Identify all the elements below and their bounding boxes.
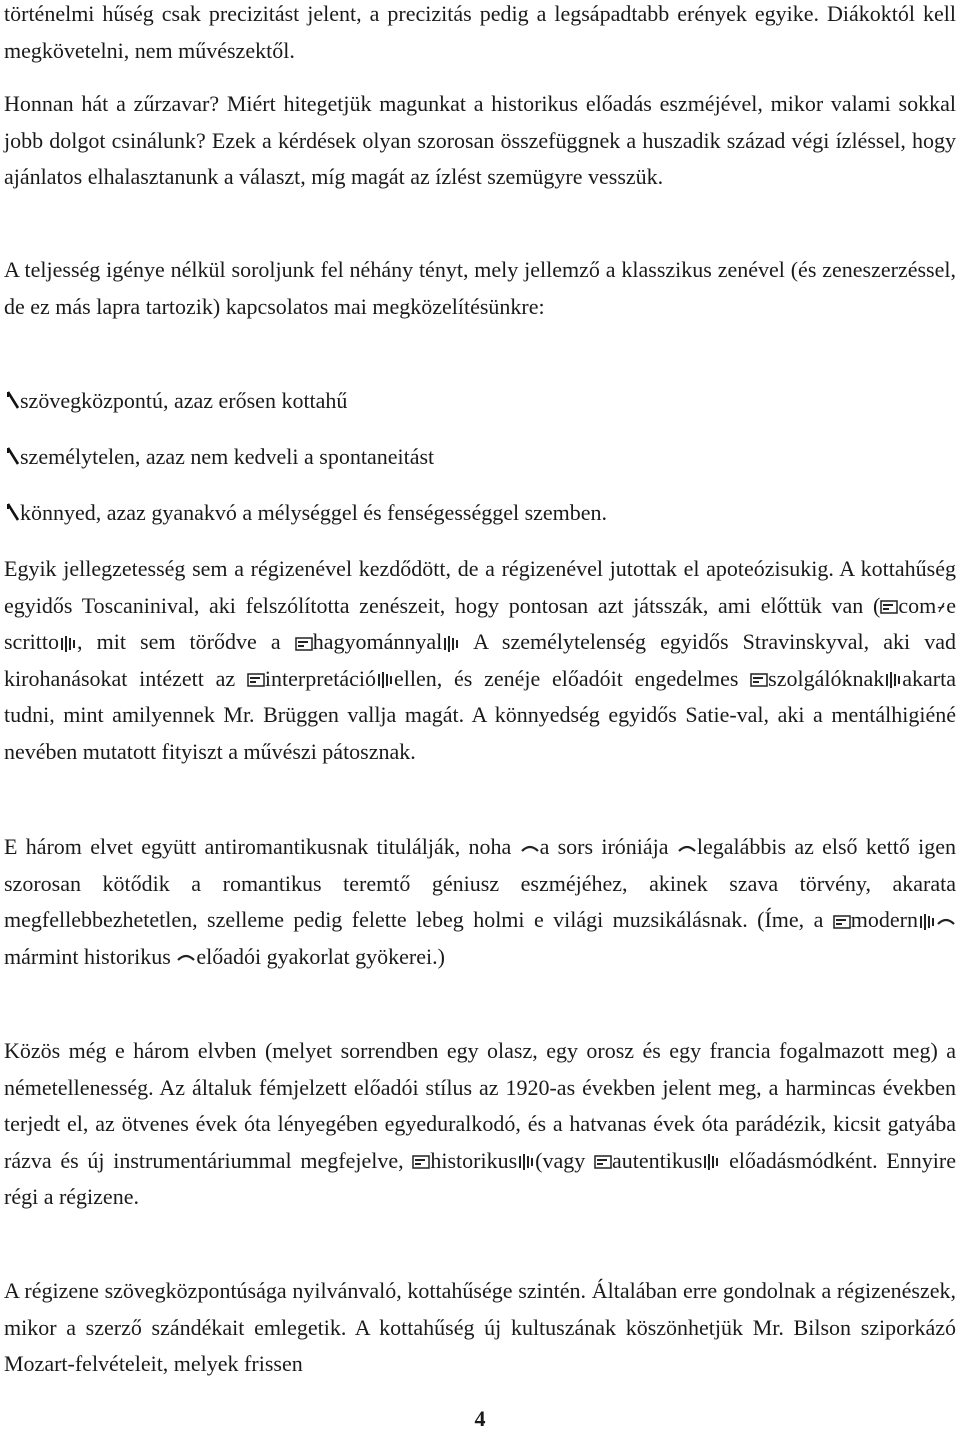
bullet-item xyxy=(6,495,607,532)
open-quote-glyph-icon xyxy=(412,1154,430,1170)
text-run: akarta xyxy=(902,665,956,691)
text-run: e scritto xyxy=(4,592,956,654)
paragraph-antiromantic xyxy=(4,829,956,975)
text-run: autentikus xyxy=(611,1147,703,1173)
dash-glyph-icon xyxy=(520,842,540,856)
paragraph-facts: A teljesség igénye nélkül soroljunk fel néhány tényt, mely jellemző a klasszikus zenével (és zeneszerzéssel, de ez más lapra tartozik) kapcsolatos mai megközelítésünkre: xyxy=(4,257,956,319)
open-quote-glyph-icon xyxy=(833,914,851,930)
open-quote-glyph-icon xyxy=(594,1154,612,1170)
text-run: Egyik jellegzetesség sem a régizenével kezdődött, de a régizenével jutottak el apoteózisukig. A kottahűség egyidős Toscaninival, aki felszólította zenészeit, hogy pontosan azt játsszák, ami előttük van ( xyxy=(4,556,956,618)
dash-glyph-icon xyxy=(677,842,697,856)
text-run: tudni, mint amilyennek Mr. Brüggen vallja magát. A könnyedség egyidős Satie-val, aki a mentálhigiéné nevében mutatott fityiszt a művészi pátosznak. xyxy=(4,702,956,764)
italic-marker-glyph-icon xyxy=(936,599,946,615)
paragraph-intro: történelmi hűség csak precizitást jelent, a precizitás pedig a legsápadtabb erények egyike. Diákoktól kell megkövetelni, nem művészektől. xyxy=(4,1,956,63)
bullet-text: könnyed, azaz gyanakvó a mélységgel és fenségességgel szemben. xyxy=(20,500,608,525)
close-quote-glyph-icon xyxy=(702,1152,720,1172)
close-quote-glyph-icon xyxy=(376,670,394,690)
open-quote-glyph-icon xyxy=(880,599,898,615)
bullet-glyph-icon xyxy=(6,386,20,408)
open-quote-glyph-icon xyxy=(750,672,768,688)
page-number: 4 xyxy=(474,1406,486,1431)
text-run: interpretáció xyxy=(264,665,377,691)
text-run: szolgálóknak xyxy=(768,665,885,691)
bullet-text: szövegközpontú, azaz erősen kottahű xyxy=(20,388,348,413)
text-run: mármint historikus xyxy=(4,943,177,969)
close-quote-glyph-icon xyxy=(918,912,936,932)
text-run: gyökerei.) xyxy=(349,943,445,969)
close-quote-glyph-icon xyxy=(884,670,902,690)
text-run: com xyxy=(898,592,937,618)
bullet-item xyxy=(6,439,434,476)
text-run: hagyománnyal xyxy=(312,629,443,654)
text-run: legalábbis xyxy=(696,834,787,859)
text-run: az első kettő igen szorosan kötődik a romantikus teremtő géniusz eszméjéhez, akinek szava törvény, akarata megfellebbezhetetlen, szelleme pedig felette lebeg holmi e világi muzsikálásnak. (Íme, a xyxy=(4,834,956,932)
paragraph-confusion: Honnan hát a zűrzavar? Miért hitegetjük magunkat a historikus előadás eszméjével, mikor valami sokkal jobb dolgot csinálunk? Ezek a kérdések olyan szorosan összefüggnek a huszadik század végi ízléssel, hogy ajánlatos elhalasztanunk a választ, míg magát az ízlést szemügyre vesszük. xyxy=(4,91,956,189)
paragraph-apotheosis xyxy=(4,551,956,770)
text-run: A személytelenség egyidős Stravinskyval, aki vad kirohanásokat intézett az xyxy=(4,629,956,691)
close-quote-glyph-icon xyxy=(517,1152,535,1172)
text-run: , mit sem törődve a xyxy=(77,629,295,654)
close-quote-glyph-icon xyxy=(59,634,77,654)
text-run: a sors iróniája xyxy=(539,834,677,859)
text-run: modern xyxy=(850,907,918,932)
bullet-item xyxy=(6,383,347,420)
text-run: előadói gyakorlat xyxy=(196,943,350,969)
dash-glyph-icon xyxy=(936,915,956,929)
dash-glyph-icon xyxy=(176,951,196,965)
paragraph-common xyxy=(4,1033,956,1216)
bullet-glyph-icon xyxy=(6,498,20,520)
text-run: előadásmódként. Ennyire régi a régizene. xyxy=(4,1147,956,1209)
open-quote-glyph-icon xyxy=(295,636,313,652)
text-run: E három elvet együtt antiromantikusnak titulálják, noha xyxy=(4,834,520,859)
text-run: historikus xyxy=(430,1147,518,1173)
bullet-text: személytelen, azaz nem kedveli a spontaneitást xyxy=(20,444,435,469)
text-run: Közös még e három elvben (melyet sorrendben egy olasz, egy orosz és egy francia fogalmazott meg) a németellenesség. Az általuk fémjelzett előadói stílus az 1920-as években jelent meg, a harmincas években terjedt el, az ötvenes évek óta lényegében egyeduralkodó, és a hatvanas évek óta parádézik, kicsit gatyába rázva és új instrumentáriummal megfejelve, xyxy=(4,1038,956,1173)
open-quote-glyph-icon xyxy=(247,672,265,688)
text-run: (vagy xyxy=(535,1147,594,1173)
bullet-glyph-icon xyxy=(6,442,20,464)
close-quote-glyph-icon xyxy=(442,634,460,654)
paragraph-textcentric: A régizene szövegközpontúsága nyilvánvaló, kottahűsége szintén. Általában erre gondolnak a régizenészek, mikor a szerző szándékait emlegetik. A kottahűség új kultuszának köszönhetjük Mr. Bilson sziporkázó Mozart-felvételeit, melyek frissen xyxy=(4,1278,956,1376)
text-run: ellen, és zenéje előadóit engedelmes xyxy=(394,665,751,691)
